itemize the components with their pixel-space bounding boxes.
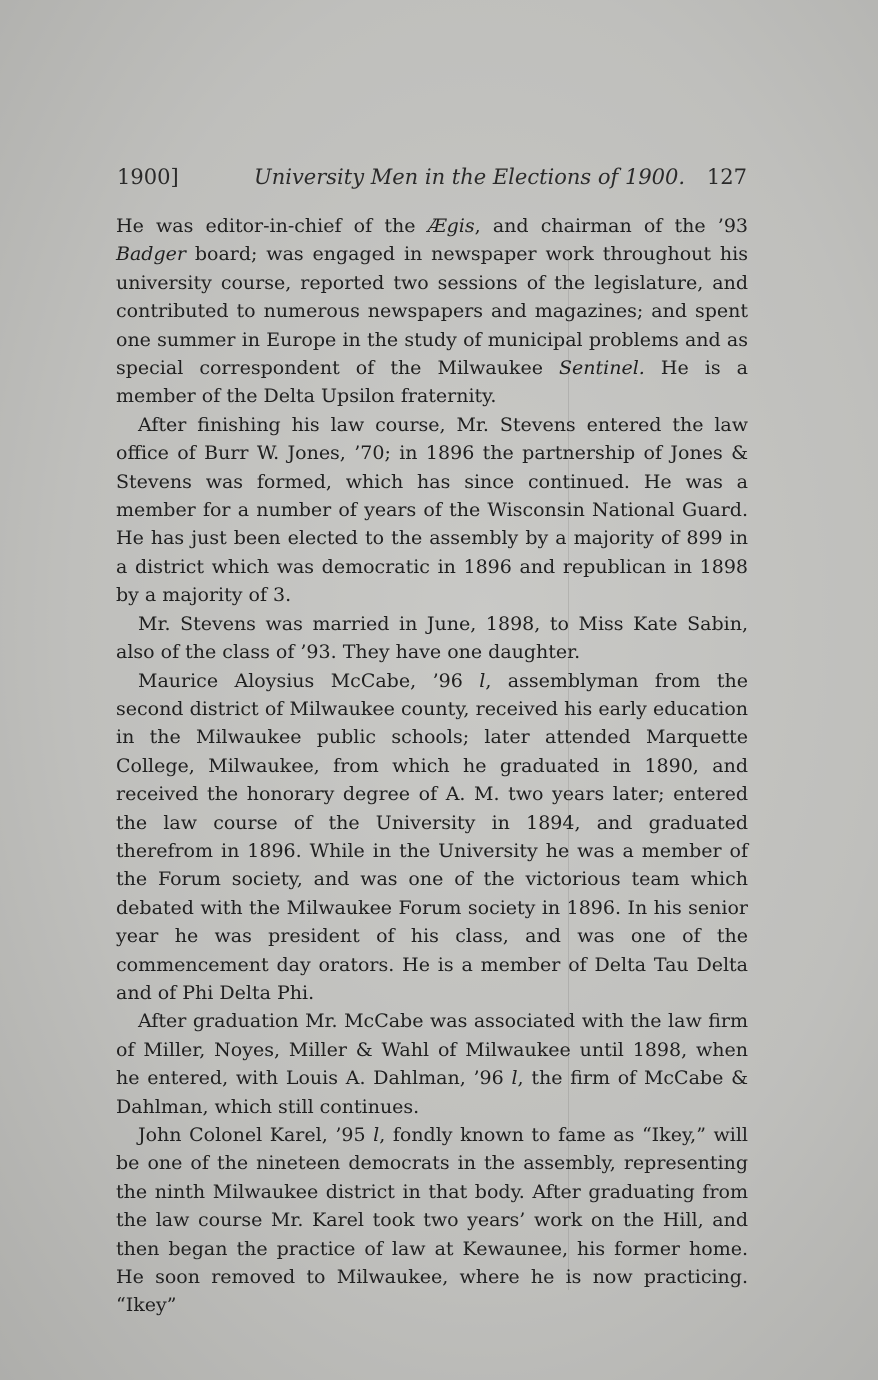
text-run: , fondly known to fame as “Ikey,” will be one of the nineteen democrats in the assembly, representing the ninth Milwaukee district in that body. After graduating from the law course Mr. Karel took two years’ work on the Hill, and then began the practice of law at Kewaunee, his former home. He soon removed to Milwaukee, where he is now practicing. “Ikey”	[116, 1124, 748, 1317]
italic-title: Badger	[116, 243, 186, 266]
text-run: John Colonel Karel, ’95	[138, 1124, 374, 1146]
header-title: University Men in the Elections of 1900.	[254, 165, 686, 189]
italic-title: Sentinel.	[559, 357, 645, 380]
text-run: After graduation Mr. McCabe was associated with the law firm of Miller, Noyes, Miller & Wahl of Milwaukee until 1898, when he entered, with Louis A. Dahlman, ’96	[116, 1010, 748, 1090]
text-run: , the firm of McCabe & Dahlman, which still continues.	[116, 1067, 748, 1118]
text-run: He is a member of the Delta Upsilon fraternity.	[116, 357, 749, 408]
text-run: , and chairman of the ’93	[474, 215, 749, 237]
paragraph-stevens-career	[116, 212, 748, 411]
text-run: He was editor-in-chief of the	[116, 215, 428, 237]
text-run: board; was engaged in newspaper work throughout his university course, reported two sessions of the legislature, and contributed to numerous newspapers and magazines; and spent one summer in Europe in the study of municipal problems and as special correspondent of the Milwaukee	[116, 243, 748, 380]
italic-letter: l	[373, 1124, 380, 1146]
paragraph-karel-bio	[116, 1121, 748, 1320]
paragraph-mccabe-bio	[116, 667, 748, 1008]
page-number: 127	[706, 165, 747, 189]
paragraph-stevens-law: After finishing his law course, Mr. Stevens entered the law office of Burr W. Jones, ’70; in 1896 the partnership of Jones & Stevens was formed, which has since continued. He was a member for a number of years of the Wisconsin National Guard. He has just been elected to the assembly by a majority of 899 in a district which was democratic in 1896 and republican in 1898 by a majority of 3.	[116, 413, 748, 607]
header-year: 1900]	[117, 165, 179, 189]
text-run: , assemblyman from the second district of Milwaukee county, received his early education in the Milwaukee public schools; later attended Marquette College, Milwaukee, from which he graduated in 1890, and received the honorary degree of A. M. two years later; entered the law course of the University in 1894, and graduated therefrom in 1896. While in the University he was a member of the Forum society, and was one of the victorious team which debated with the Milwaukee Forum society in 1896. In his senior year he was president of his class, and was one of the commencement day orators. He is a member of Delta Tau Delta and of Phi Delta Phi.	[116, 669, 748, 1004]
italic-letter: l	[479, 669, 486, 692]
text-run: Maurice Aloysius McCabe, ’96	[138, 669, 480, 692]
italic-letter: l	[511, 1067, 518, 1090]
paragraph-stevens-marriage: Mr. Stevens was married in June, 1898, to Miss Kate Sabin, also of the class of ’93. They have one daughter.	[116, 612, 748, 664]
running-header	[117, 165, 747, 197]
italic-title: Ægis	[427, 215, 475, 237]
body-text	[116, 212, 748, 1320]
paragraph-mccabe-career	[116, 1007, 748, 1121]
